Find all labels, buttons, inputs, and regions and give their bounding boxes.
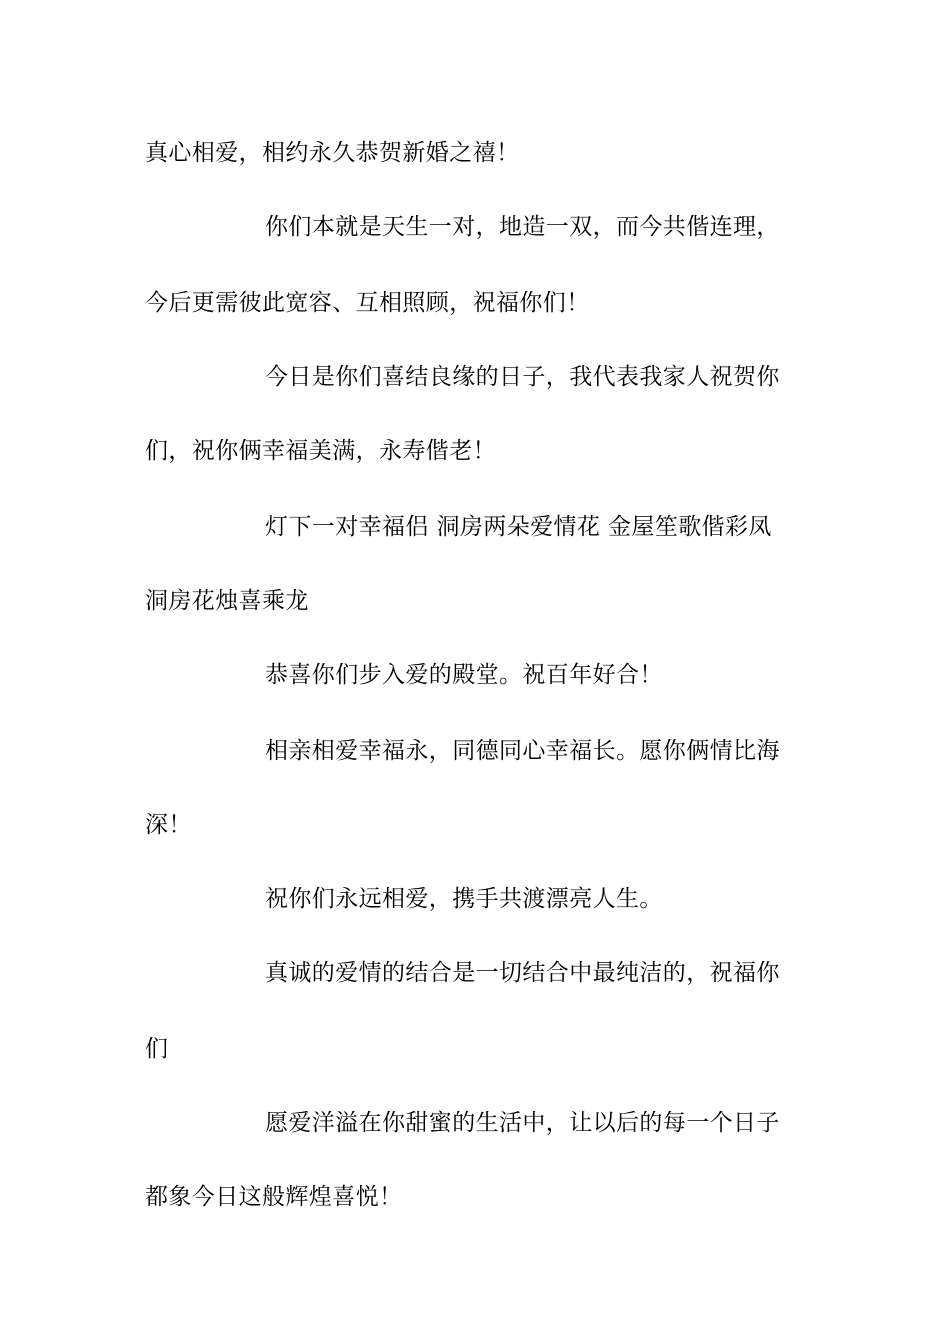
text-line: 真诚的爱情的结合是一切结合中最纯洁的，祝福你 bbox=[265, 960, 780, 986]
text-line: 愿爱洋溢在你甜蜜的生活中，让以后的每一个日子 bbox=[265, 1110, 780, 1136]
text-line: 们 bbox=[145, 1036, 169, 1062]
text-line: 真心相爱，相约永久恭贺新婚之禧！ bbox=[145, 140, 520, 166]
text-line: 们，祝你俩幸福美满，永寿偕老！ bbox=[145, 438, 496, 464]
text-line: 恭喜你们步入爱的殿堂。祝百年好合！ bbox=[265, 662, 663, 688]
text-line: 都象今日这般辉煌喜悦！ bbox=[145, 1184, 403, 1210]
text-line: 相亲相爱幸福永，同德同心幸福长。愿你俩情比海 bbox=[265, 738, 780, 764]
text-line: 今日是你们喜结良缘的日子，我代表我家人祝贺你 bbox=[265, 364, 780, 390]
text-line: 洞房花烛喜乘龙 bbox=[145, 588, 309, 614]
text-line: 你们本就是天生一对，地造一双，而今共偕连理， bbox=[265, 214, 780, 240]
text-line: 灯下一对幸福侣 洞房两朵爱情花 金屋笙歌偕彩凤 bbox=[265, 514, 772, 540]
text-line: 今后更需彼此宽容、互相照顾，祝福你们！ bbox=[145, 290, 590, 316]
text-line: 祝你们永远相爱，携手共渡漂亮人生。 bbox=[265, 886, 663, 912]
text-line: 深！ bbox=[145, 812, 192, 838]
